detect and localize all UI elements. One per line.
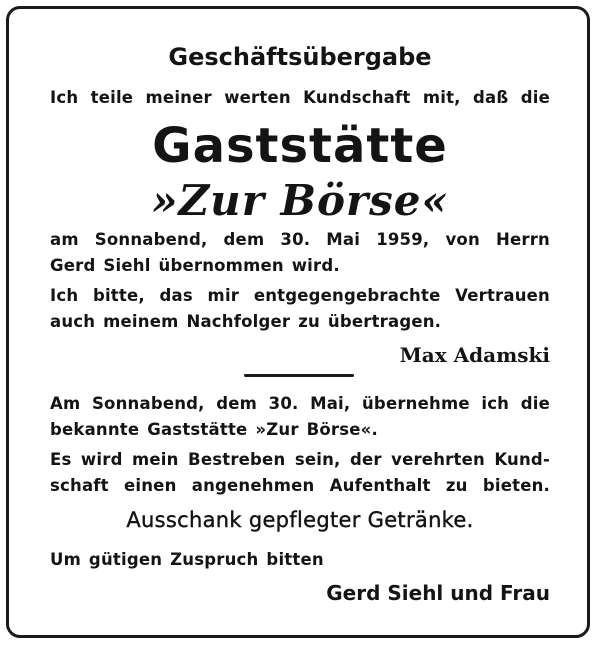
successor-line-3: Es wird mein Bestreben sein, der verehrten Kund- xyxy=(50,450,550,469)
venue-name: »Zur Börse« xyxy=(151,176,449,225)
signature-max-adamski: Max Adamski xyxy=(399,343,550,367)
slogan: Ausschank gepflegter Getränke. xyxy=(126,508,474,532)
notice-line-5: auch meinem Nachfolger zu übertragen. xyxy=(50,312,442,331)
successor-line-2: bekannte Gaststätte »Zur Börse«. xyxy=(50,420,379,439)
notice-line-4: Ich bitte, das mir entgegengebrachte Vertrauen xyxy=(50,286,550,305)
divider-line xyxy=(244,374,354,377)
successor-line-4: schaft einen angenehmen Aufenthalt zu bieten. xyxy=(50,476,550,495)
notice-line-1: Ich teile meiner werten Kundschaft mit, daß die xyxy=(50,88,550,107)
signature-gerd-siehl: Gerd Siehl und Frau xyxy=(326,581,550,605)
notice-line-3: Gerd Siehl übernommen wird. xyxy=(50,256,340,275)
venue-type: Gaststätte xyxy=(152,118,448,174)
successor-line-1: Am Sonnabend, dem 30. Mai, übernehme ich die xyxy=(50,394,550,413)
heading: Geschäftsübergabe xyxy=(168,43,432,71)
notice-line-2: am Sonnabend, dem 30. Mai 1959, von Herrn xyxy=(50,230,550,249)
closing-line: Um gütigen Zuspruch bitten xyxy=(50,550,324,569)
